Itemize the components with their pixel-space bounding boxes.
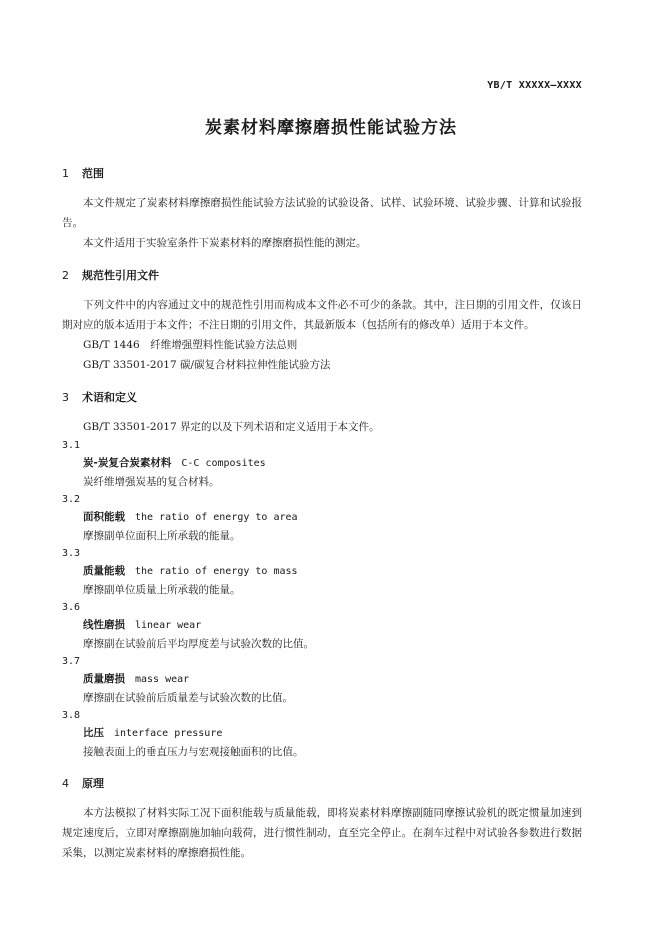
term-number: 3.6 [62, 602, 81, 613]
section-number: 1 [62, 167, 69, 180]
section-title: 术语和定义 [82, 391, 137, 404]
terms-intro: GB/T 33501-2017 界定的以及下列术语和定义适用于本文件。 [83, 421, 380, 433]
term-name [62, 724, 582, 743]
term-definition: 接触表面上的垂直压力与宏观接触面积的比值。 [83, 746, 304, 758]
term-name-en: linear wear [135, 620, 202, 631]
term-name [62, 508, 582, 527]
term-name [62, 616, 582, 635]
term-name-en: the ratio of energy to area [135, 512, 298, 523]
term-number: 3.7 [62, 656, 81, 667]
section-title: 原理 [82, 777, 104, 790]
term-name-zh: 比压 [83, 727, 104, 739]
section-heading-terms [62, 389, 582, 407]
term-number: 3.8 [62, 710, 81, 721]
term-name-zh: 质量能载 [83, 565, 125, 577]
term-name-zh: 面积能载 [83, 511, 125, 523]
scope-paragraph-1: 本文件规定了炭素材料摩擦磨损性能试验方法试验的试验设备、试样、试验环境、试验步骤、计算和试验报告。 [62, 197, 582, 229]
section-title: 范围 [82, 167, 104, 180]
section-number: 2 [62, 269, 69, 282]
section-heading-normative-references [62, 267, 582, 285]
standard-code: YB/T XXXXX—XXXX [487, 80, 582, 91]
term-definition: 摩擦副单位质量上所承载的能量。 [83, 584, 241, 596]
principle-paragraph: 本方法模拟了材料实际工况下面积能载与质量能载，即将炭素材料摩擦副随同摩擦试验机的既定惯量加速到规定速度后，立即对摩擦副施加轴向载荷，进行惯性制动，直至完全停止。在刹车过程中对试验各参数进行数据采集，以测定炭素材料的摩擦磨损性能。 [62, 807, 582, 859]
term-name [62, 670, 582, 689]
term-name [62, 562, 582, 581]
term-name-zh: 线性磨损 [83, 619, 125, 631]
section-number: 4 [62, 777, 69, 790]
term-name-zh: 质量磨损 [83, 673, 125, 685]
section-heading-principle [62, 775, 582, 793]
term-number: 3.2 [62, 494, 81, 505]
section-heading-scope [62, 165, 582, 183]
section-number: 3 [62, 391, 69, 404]
term-name [62, 454, 582, 473]
term-definition: 摩擦副单位面积上所承载的能量。 [83, 530, 241, 542]
term-definition: 摩擦副在试验前后平均厚度差与试验次数的比值。 [83, 638, 314, 650]
scope-paragraph-2: 本文件适用于实验室条件下炭素材料的摩擦磨损性能的测定。 [83, 237, 367, 249]
term-name-en: C-C composites [181, 458, 266, 469]
reference-item: GB/T 1446 纤维增强塑料性能试验方法总则 [83, 339, 298, 351]
term-number: 3.3 [62, 548, 81, 559]
term-definition: 炭纤维增强炭基的复合材料。 [83, 476, 220, 488]
term-definition: 摩擦副在试验前后质量差与试验次数的比值。 [83, 692, 293, 704]
term-name-en: mass wear [135, 674, 190, 685]
document-title: 炭素材料摩擦磨损性能试验方法 [205, 118, 457, 138]
section-title: 规范性引用文件 [82, 269, 159, 282]
document-body [62, 165, 582, 863]
term-name-zh: 炭-炭复合炭素材料 [83, 457, 172, 469]
reference-item: GB/T 33501-2017 碳/碳复合材料拉伸性能试验方法 [83, 359, 331, 371]
term-name-en: the ratio of energy to mass [135, 566, 298, 577]
references-intro: 下列文件中的内容通过文中的规范性引用而构成本文件必不可少的条款。其中，注日期的引用文件，仅该日期对应的版本适用于本文件；不注日期的引用文件，其最新版本（包括所有的修改单）适用于本文件。 [62, 299, 582, 331]
term-name-en: interface pressure [114, 728, 223, 739]
term-number: 3.1 [62, 440, 81, 451]
